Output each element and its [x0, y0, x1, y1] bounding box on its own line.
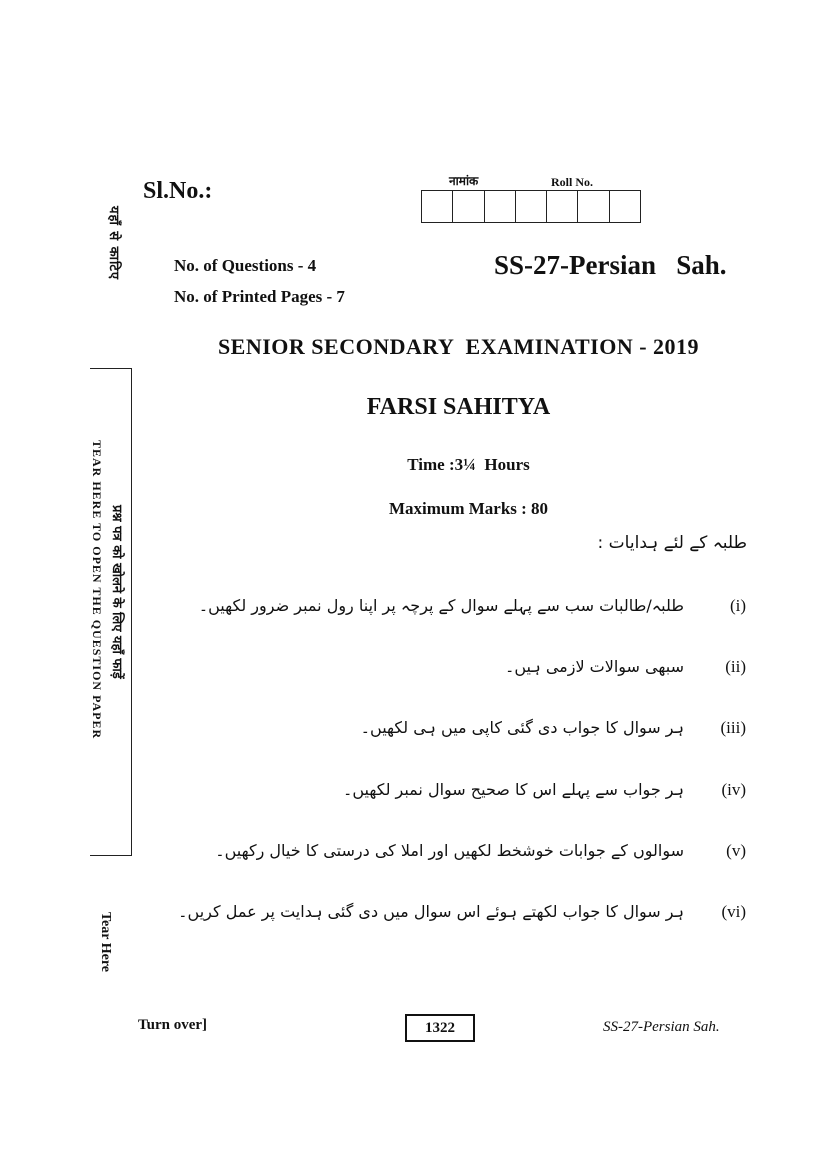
tear-instruction-hindi: प्रश्न पत्र को खोलने के लिए यहाँ फाड़ें: [109, 505, 124, 679]
instruction-item: [290, 780, 746, 810]
subject-title: FARSI SAHITYA: [366, 394, 551, 420]
roll-cell[interactable]: [452, 191, 483, 222]
serial-number-label: Sl.No.:: [143, 178, 213, 204]
exam-title: SENIOR SECONDARY EXAMINATION - 2019: [217, 334, 700, 359]
instruction-text: سبھی سوالات لازمی ہیں۔: [504, 657, 684, 676]
instruction-item: [198, 596, 746, 626]
paper-code: SS-27-Persian Sah.: [494, 250, 727, 280]
number-of-printed-pages: No. of Printed Pages - 7: [174, 287, 345, 306]
cut-here-hindi: यहाँ से काटिए: [106, 206, 121, 281]
tear-line: [90, 855, 132, 856]
roll-cell[interactable]: [515, 191, 546, 222]
instructions-heading: طلبہ کے لئے ہدایات :: [597, 533, 747, 553]
maximum-marks: Maximum Marks : 80: [388, 499, 549, 518]
tear-line: [90, 368, 132, 369]
instruction-number: (vi): [721, 902, 746, 921]
exam-time: Time :3¼ Hours: [407, 455, 530, 474]
instruction-number: (v): [726, 841, 746, 860]
instruction-text: سوالوں کے جوابات خوشخط لکھیں اور املا کی درستی کا خیال رکھیں۔: [215, 841, 684, 860]
tear-here-label: Tear Here: [98, 912, 113, 973]
instruction-item: [215, 841, 746, 871]
instruction-text: ہر سوال کا جواب دی گئی کاپی میں ہی لکھیں۔: [360, 718, 684, 737]
roll-cell[interactable]: [546, 191, 577, 222]
roll-cell[interactable]: [484, 191, 515, 222]
tear-line: [131, 368, 132, 856]
instruction-text: طلبہ/طالبات سب سے پہلے سوال کے پرچہ پر اپنا رول نمبر ضرور لکھیں۔: [198, 596, 684, 615]
page-code-box: 1322: [405, 1014, 475, 1042]
footer-paper-code: SS-27-Persian Sah.: [603, 1019, 720, 1035]
number-of-questions: No. of Questions - 4: [174, 256, 317, 275]
roll-cell[interactable]: [421, 191, 452, 222]
roll-label-english: Roll No.: [551, 175, 593, 189]
instruction-number: (i): [729, 596, 746, 615]
tear-instruction-english: TEAR HERE TO OPEN THE QUESTION PAPER: [90, 440, 104, 740]
instruction-item: [290, 657, 746, 687]
roll-cell[interactable]: [609, 191, 641, 222]
roll-cell[interactable]: [577, 191, 608, 222]
instruction-item: [290, 718, 746, 748]
instruction-text: ہر سوال کا جواب لکھتے ہوئے اس سوال میں دی گئی ہدایت پر عمل کریں۔: [178, 902, 684, 921]
roll-label-hindi: नामांक: [449, 174, 479, 188]
instruction-number: (iv): [721, 780, 746, 799]
instruction-text: ہر جواب سے پہلے اس کا صحیح سوال نمبر لکھیں۔: [342, 780, 684, 799]
instruction-number: (ii): [725, 657, 746, 676]
turn-over-label: Turn over]: [138, 1017, 208, 1033]
instruction-item: [178, 902, 746, 932]
instruction-number: (iii): [720, 718, 746, 737]
roll-number-boxes[interactable]: [421, 190, 641, 223]
